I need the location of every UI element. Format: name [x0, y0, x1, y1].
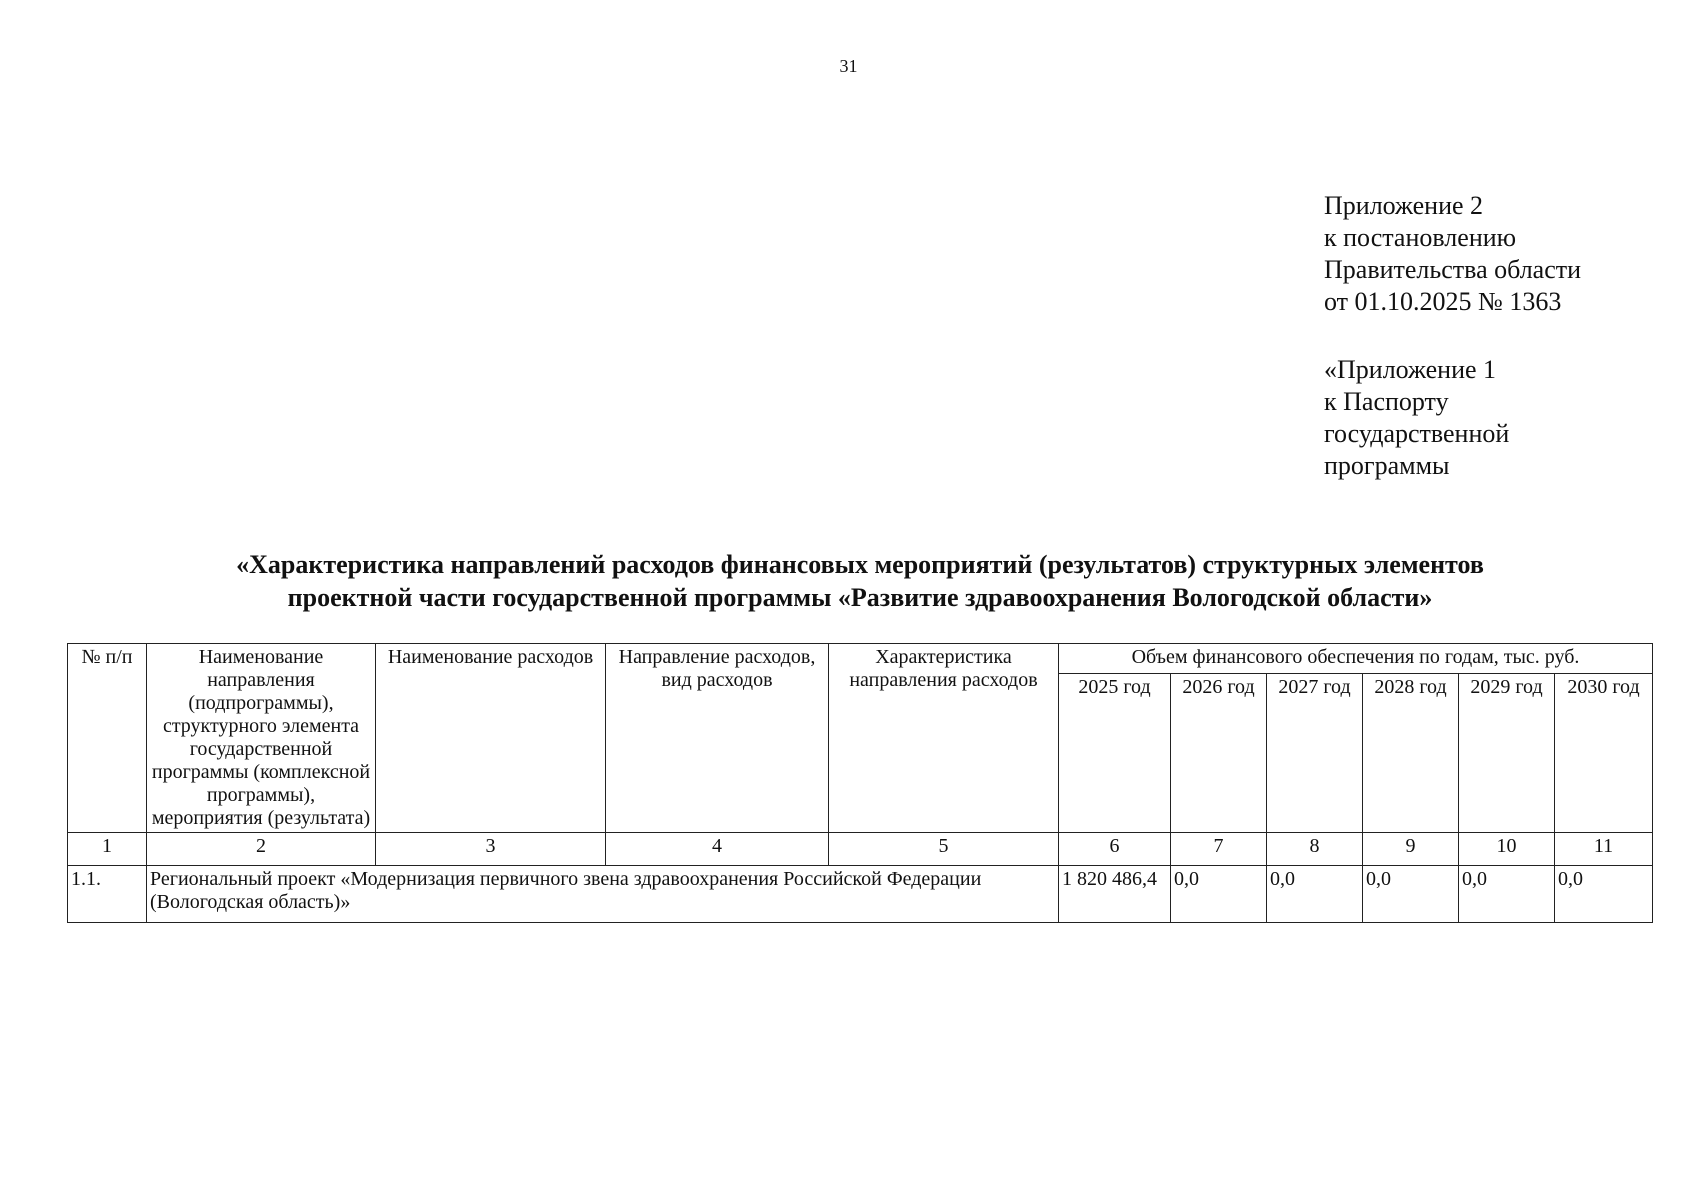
table-row: [68, 866, 1653, 923]
header-expense-name: Наименование расходов: [376, 644, 606, 833]
header-funding: Объем финансового обеспечения по годам, тыс. руб.: [1059, 644, 1653, 674]
column-number: 10: [1459, 833, 1555, 866]
appendix-line: Приложение 2: [1324, 191, 1484, 220]
passport-appendix-line: программы: [1324, 451, 1450, 480]
header-year: 2029 год: [1459, 674, 1555, 833]
header-characteristic: Характеристика направления расходов: [829, 644, 1059, 833]
passport-appendix-reference: [1324, 354, 1664, 482]
appendix-line: от 01.10.2025 № 1363: [1324, 287, 1562, 316]
row-value-2026: 0,0: [1171, 866, 1267, 923]
column-number: 7: [1171, 833, 1267, 866]
header-year: 2027 год: [1267, 674, 1363, 833]
column-number-row: [68, 833, 1653, 866]
row-value-2029: 0,0: [1459, 866, 1555, 923]
column-number: 4: [606, 833, 829, 866]
row-name: Региональный проект «Модернизация первичного звена здравоохранения Российской Федерации (Вологодская область)»: [147, 866, 1059, 923]
row-value-2025: 1 820 486,4: [1059, 866, 1171, 923]
column-number: 5: [829, 833, 1059, 866]
header-direction-name: Наименование направления (подпрограммы), структурного элемента государственной программы (комплексной программы), мероприятия (результата): [147, 644, 376, 833]
column-number: 6: [1059, 833, 1171, 866]
passport-appendix-line: «Приложение 1: [1324, 355, 1497, 384]
document-title-line-1: «Характеристика направлений расходов финансовых мероприятий (результатов) структурных элементов: [236, 550, 1484, 579]
expense-directions-table: [67, 643, 1653, 923]
appendix-line: Правительства области: [1324, 255, 1582, 284]
document-title: [100, 548, 1620, 614]
row-value-2028: 0,0: [1363, 866, 1459, 923]
header-year: 2025 год: [1059, 674, 1171, 833]
column-number: 1: [68, 833, 147, 866]
column-number: 3: [376, 833, 606, 866]
passport-appendix-line: государственной: [1324, 419, 1510, 448]
row-value-2030: 0,0: [1555, 866, 1653, 923]
row-value-2027: 0,0: [1267, 866, 1363, 923]
table-header-row: [68, 644, 1653, 674]
header-year: 2028 год: [1363, 674, 1459, 833]
column-number: 2: [147, 833, 376, 866]
header-number: № п/п: [68, 644, 147, 833]
document-title-line-2: проектной части государственной программы «Развитие здравоохранения Вологодской области»: [287, 583, 1433, 612]
appendix-line: к постановлению: [1324, 223, 1517, 252]
appendix-reference: [1324, 190, 1664, 318]
column-number: 9: [1363, 833, 1459, 866]
header-expense-direction: Направление расходов, вид расходов: [606, 644, 829, 833]
page-number: 31: [839, 56, 858, 76]
passport-appendix-line: к Паспорту: [1324, 387, 1449, 416]
header-year: 2026 год: [1171, 674, 1267, 833]
column-number: 8: [1267, 833, 1363, 866]
row-number: 1.1.: [68, 866, 147, 923]
header-year: 2030 год: [1555, 674, 1653, 833]
column-number: 11: [1555, 833, 1653, 866]
